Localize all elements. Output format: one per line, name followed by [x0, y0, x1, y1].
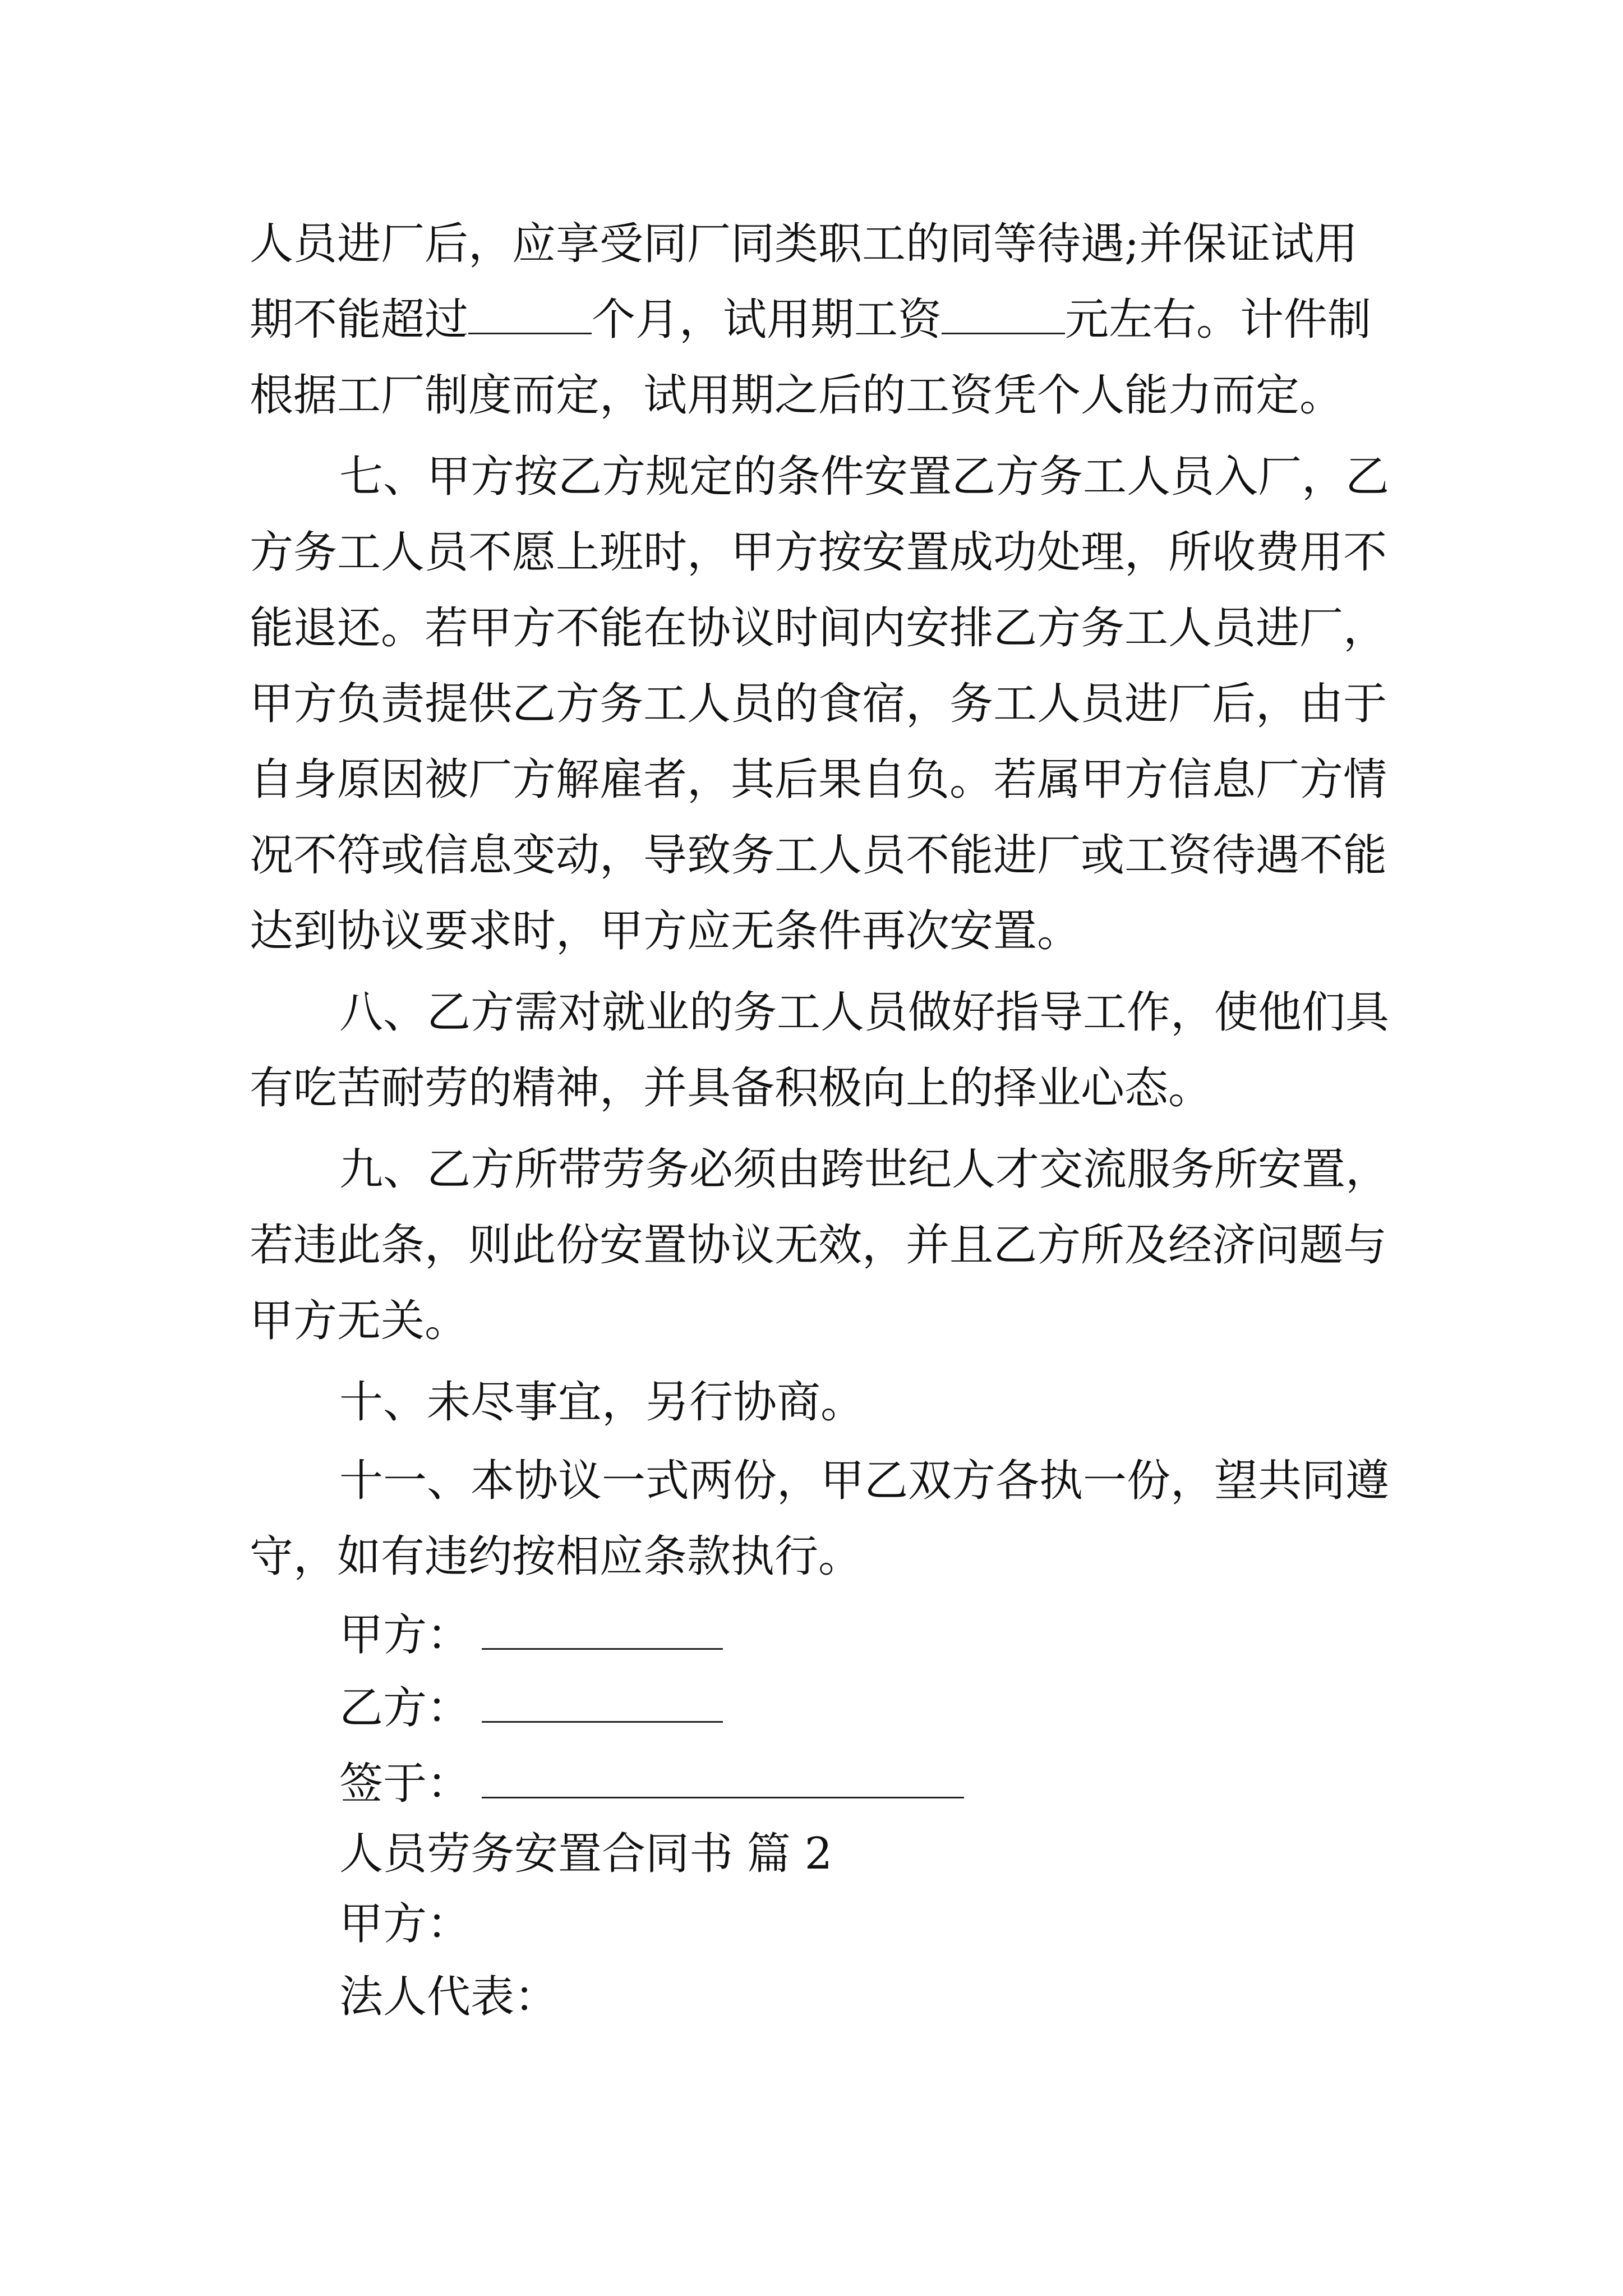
party-b-signature: [339, 1680, 723, 1736]
party-a-label: 甲方：: [339, 1610, 471, 1660]
paragraph-6-line-2: [250, 292, 1371, 348]
section-2-title: 人员劳务安置合同书 篇 2: [339, 1829, 833, 1879]
paragraph-7-line-2: 方务工人员不愿上班时，甲方按安置成功处理，所收费用不: [250, 527, 1387, 578]
paragraph-7-line-7: 达到协议要求时，甲方应无条件再次安置。: [250, 906, 1081, 956]
paragraph-7-line-6: 况不符或信息变动，导致务工人员不能进厂或工资待遇不能: [250, 830, 1387, 881]
paragraph-6-line-2-a: 期不能超过: [250, 295, 469, 345]
paragraph-9-line-3: 甲方无关。: [250, 1296, 469, 1346]
paragraph-6-line-2-c: 元左右。计件制: [1065, 295, 1372, 345]
party-a-signature: [339, 1607, 723, 1663]
section-2-legal-rep: 法人代表：: [339, 1972, 559, 2022]
paragraph-7-line-3: 能退还。若甲方不能在协议时间内安排乙方务工人员进厂，: [250, 603, 1387, 654]
paragraph-11-line-1: 十一、本协议一式两份，甲乙双方各执一份，望共同遵: [339, 1456, 1390, 1506]
paragraph-11-line-2: 守，如有违约按相应条款执行。: [250, 1531, 863, 1582]
paragraph-6-line-1: 人员进厂后，应享受同厂同类职工的同等待遇;并保证试用: [250, 219, 1358, 269]
paragraph-7-line-5: 自身原因被厂方解雇者，其后果自负。若属甲方信息厂方情: [250, 754, 1387, 805]
signed-at-line: [339, 1756, 964, 1812]
section-2-party-a: 甲方：: [339, 1899, 471, 1949]
party-b-blank: [482, 1681, 723, 1723]
trial-months-blank: [468, 293, 592, 334]
paragraph-7-line-1: 七、甲方按乙方规定的条件安置乙方务工人员入厂，乙: [339, 452, 1390, 502]
paragraph-8-line-2: 有吃苦耐劳的精神，并具备积极向上的择业心态。: [250, 1063, 1212, 1114]
party-b-label: 乙方：: [339, 1683, 471, 1733]
party-a-blank: [482, 1608, 723, 1650]
paragraph-7-line-4: 甲方负责提供乙方务工人员的食宿，务工人员进厂后，由于: [250, 679, 1387, 729]
paragraph-10-line-1: 十、未尽事宜，另行协商。: [339, 1377, 865, 1428]
paragraph-6-line-2-b: 个月，试用期工资: [592, 295, 942, 345]
paragraph-9-line-2: 若违此条，则此份安置协议无效，并且乙方所及经济问题与: [250, 1220, 1387, 1271]
signed-at-blank: [482, 1756, 964, 1798]
trial-wage-blank: [942, 293, 1065, 334]
paragraph-9-line-1: 九、乙方所带劳务必须由跨世纪人才交流服务所安置，: [339, 1144, 1390, 1195]
paragraph-8-line-1: 八、乙方需对就业的务工人员做好指导工作，使他们具: [339, 987, 1390, 1038]
signed-at-label: 签于：: [339, 1759, 471, 1809]
paragraph-6-line-3: 根据工厂制度而定，试用期之后的工资凭个人能力而定。: [250, 370, 1344, 421]
